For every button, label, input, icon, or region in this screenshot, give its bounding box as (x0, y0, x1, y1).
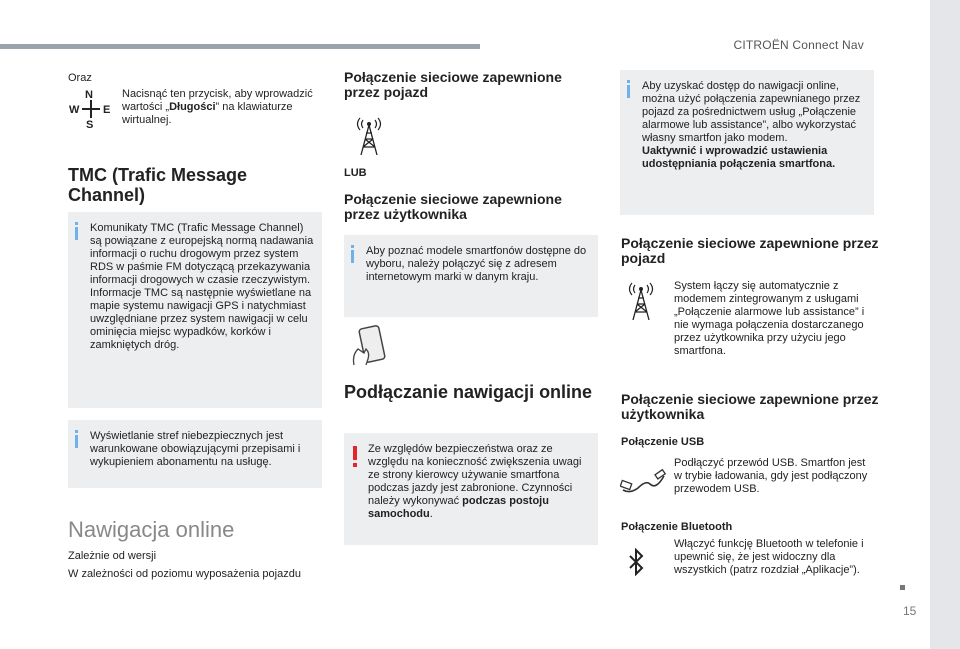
antenna-icon (624, 282, 658, 322)
tmc-info-box (68, 212, 322, 408)
brand-header: CITROËN Connect Nav (733, 38, 864, 52)
user-connection-heading-2: Połączenie sieciowe zapewnione przez użytkownika (621, 391, 879, 422)
warning-icon (353, 446, 357, 460)
usb-text: Podłączyć przewód USB. Smartfon jest w trybie ładowania, gdy jest podłączony przewodem USB. (674, 457, 868, 495)
info-icon (75, 435, 78, 448)
compass-east: E (103, 104, 111, 116)
compass-instruction: Nacisnąć ten przycisk, aby wprowadzić wartości „Długości” na klawiaturze wirtualnej. (122, 88, 313, 126)
antenna-icon (352, 117, 386, 157)
bluetooth-text: Włączyć funkcję Bluetooth w telefonie i upewnić się, że jest widoczny dla wszystkich (patrz rozdział „Aplikacje”). (674, 538, 864, 576)
bluetooth-label: Połączenie Bluetooth (621, 521, 733, 533)
usb-cable-icon (620, 468, 666, 496)
vehicle-connection-heading: Połączenie sieciowe zapewnione przez pojazd (344, 69, 562, 100)
compass-icon (69, 89, 113, 131)
compass-north: N (85, 89, 93, 101)
vehicle-connection-text: System łączy się automatycznie z modemem zintegrowanym z usługami „Połączenie alarmowe lub assistance” i nie wymaga połączenia dostarczanego przez użytkownika przy użyciu jego smartfona. (674, 280, 865, 357)
smartphone-info-box (344, 235, 598, 317)
or-label: LUB (344, 167, 367, 179)
compass-south: S (86, 119, 94, 131)
safety-warning-text: Ze względów bezpieczeństwa oraz ze względu na konieczność zwiększenia uwagi ze strony kierowcy używanie smartfona podczas jazdy jest zabronione. Czynności należy wykonywać podczas postoju samochodu. (368, 443, 582, 520)
tmc-info-text: Komunikaty TMC (Trafic Message Channel) są powiązane z europejską normą nadawania informacji o ruchu drogowym przez system RDS w paśmie FM dotyczącą przekazywania informacji drogowych w czasie rzeczywistym. Informacje TMC są następnie wyświetlane na mapie systemu nawigacji GPS i natychmiast uwzględniane przez system nawigacji w celu ominięcia miejsc wypadków, korków i zamkniętych dróg. (90, 222, 314, 351)
access-info-box (620, 70, 874, 215)
user-connection-heading: Połączenie sieciowe zapewnione przez użytkownika (344, 191, 562, 222)
online-heading: Nawigacja online (68, 517, 235, 542)
page-number: 15 (903, 604, 917, 618)
page-edge-bar (930, 0, 960, 649)
safety-warning-box (344, 433, 598, 545)
info-icon (627, 85, 630, 98)
bluetooth-icon (628, 548, 644, 576)
info-icon (351, 250, 354, 263)
usb-label: Połączenie USB (621, 436, 705, 448)
smartphone-info-text: Aby poznać modele smartfonów dostępne do wyboru, należy połączyć się z adresem internetowym marki w danym kraju. (366, 245, 587, 283)
compass-west: W (69, 104, 80, 116)
version-note: Zależnie od wersji (68, 550, 157, 562)
vehicle-connection-heading-2: Połączenie sieciowe zapewnione przez pojazd (621, 235, 879, 266)
oraz-label: Oraz (68, 72, 92, 84)
smartphone-touch-icon (350, 325, 396, 367)
page-marker (900, 585, 905, 590)
top-rule (0, 44, 480, 49)
danger-info-text: Wyświetlanie stref niebezpiecznych jest warunkowane obowiązującymi przepisami i wykupieniem abonamentu na usługę. (90, 430, 301, 468)
info-icon (75, 227, 78, 240)
tmc-heading: TMC (Trafic Message Channel) (68, 165, 248, 205)
access-info-text: Aby uzyskać dostęp do nawigacji online, można użyć połączenia zapewnianego przez pojazd za pośrednictwem usług „Połączenie alarmowe lub assistance”, albo wykorzystać własny smartfon jako modem. Uaktywnić i wprowadzić ustawienia udostępniania połączenia smartfona. (642, 80, 861, 170)
connect-online-heading: Podłączanie nawigacji online (344, 382, 593, 402)
equipment-note: W zależności od poziomu wyposażenia pojazdu (68, 568, 301, 580)
danger-info-box (68, 420, 322, 488)
